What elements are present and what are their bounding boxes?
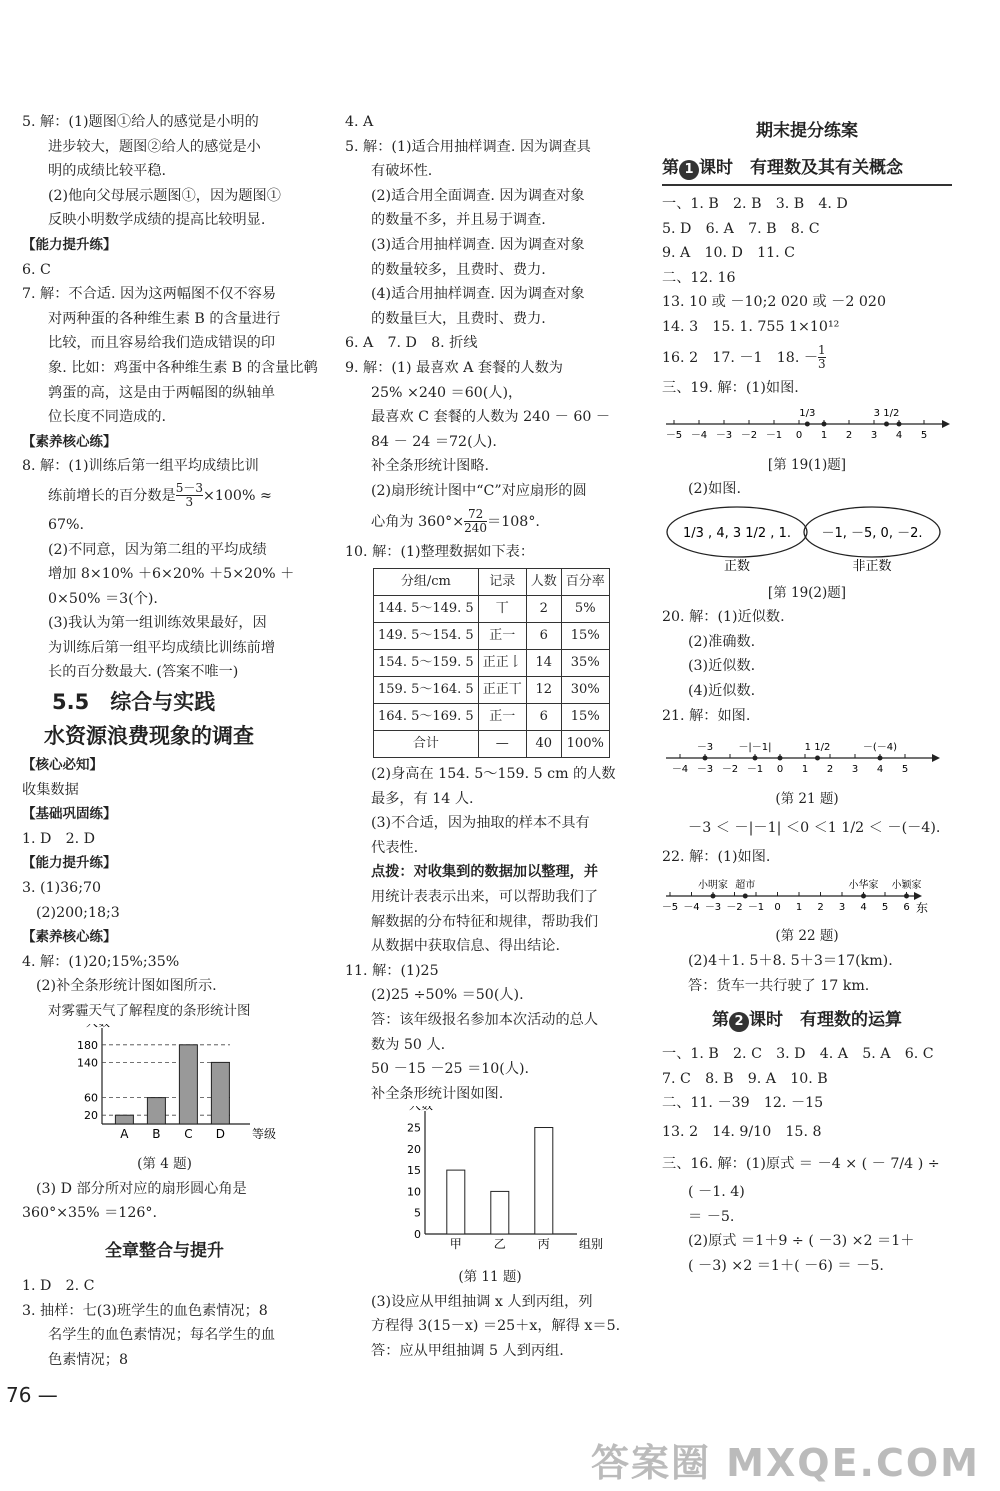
table-cell: 154. 5～159. 5 bbox=[374, 650, 479, 677]
tick-label: 5 bbox=[920, 430, 928, 442]
tick-label: －1 bbox=[765, 430, 783, 442]
watermark-logo: 答案圈 MXQE.COM bbox=[590, 1441, 980, 1485]
tick-label: 6 bbox=[903, 901, 910, 913]
x-tick-label: D bbox=[215, 1126, 226, 1141]
point-marker bbox=[897, 422, 902, 427]
column-left bbox=[22, 110, 318, 1372]
table-cell: 12 bbox=[526, 677, 561, 704]
text-line: 1. D 2. C bbox=[22, 1277, 95, 1294]
tick-label: －4 bbox=[690, 430, 708, 442]
table-cell: 100% bbox=[561, 731, 609, 758]
lesson-title: 课时 有理数及其有关概念 bbox=[699, 158, 903, 178]
text-line: 收集数据 bbox=[22, 781, 79, 798]
text-line: 11. 解：(1)25 bbox=[345, 962, 439, 979]
table-header: 记录 bbox=[478, 569, 526, 596]
section-title: 5.5 综合与实践 bbox=[52, 690, 216, 715]
y-tick-label: 140 bbox=[77, 1055, 98, 1069]
section-label: 【能力提升练】 bbox=[22, 855, 117, 872]
table-cell: 14 bbox=[526, 650, 561, 677]
tick-label: 3 bbox=[870, 430, 878, 442]
x-tick-label: C bbox=[184, 1126, 193, 1141]
y-tick-label: 10 bbox=[407, 1185, 421, 1199]
chart-title: 对雾霾天气了解程度的条形统计图 bbox=[48, 1003, 251, 1019]
text-line: (2)准确数. bbox=[688, 633, 756, 650]
text-line: 三、19. 解：(1)如图. bbox=[662, 379, 799, 396]
table-cell: 164. 5～169. 5 bbox=[374, 704, 479, 731]
text-line: 象. 比如：鸡蛋中各种维生素 B 的含量比鹌 bbox=[48, 359, 318, 376]
figure-caption: (第 22 题) bbox=[775, 928, 839, 945]
positive-set-members: 1/3 , 4, 3 1/2 , 1. bbox=[683, 525, 791, 541]
point-marker bbox=[861, 893, 866, 898]
table-row bbox=[374, 677, 610, 704]
number-line-q21 bbox=[662, 728, 952, 778]
text-line: 从数据中获取信息、得出结论. bbox=[371, 938, 560, 955]
denominator: 240 bbox=[464, 521, 488, 535]
tick-label: 0 bbox=[776, 764, 784, 776]
y-tick-label: 25 bbox=[407, 1121, 421, 1135]
text-span: 心角为 360°× bbox=[371, 513, 465, 530]
figure-caption: (第 4 题) bbox=[137, 1156, 192, 1173]
text-line: (2)身高在 154. 5～159. 5 cm 的人数 bbox=[371, 766, 616, 783]
text-line: 9. 解：(1) 最喜欢 A 套餐的人数为 bbox=[345, 359, 563, 376]
text-line: (3)我认为第一组训练效果最好，因 bbox=[48, 615, 267, 632]
text-line: ( －3) ×2 ＝1＋( －6) ＝ －5. bbox=[688, 1257, 884, 1274]
text-line: 为训练后第一组平均成绩比训练前增 bbox=[48, 639, 276, 656]
table-cell: 30% bbox=[561, 677, 609, 704]
text-line: 二、11. －39 12. －15 bbox=[662, 1095, 824, 1112]
table-header: 分组/cm bbox=[374, 569, 479, 596]
tick-label: －1 bbox=[747, 901, 765, 913]
lesson-number-badge: 2 bbox=[729, 1012, 749, 1032]
point-label: 1 1/2 bbox=[804, 742, 831, 754]
table-cell: 正正𠄌 bbox=[478, 650, 526, 677]
section-label: 【素养核心练】 bbox=[22, 929, 117, 946]
text-line: 21. 解：如图. bbox=[662, 707, 751, 724]
tick-label: 4 bbox=[876, 764, 884, 776]
point-marker bbox=[753, 756, 758, 761]
tick-label: 4 bbox=[860, 901, 867, 913]
tick-label: 2 bbox=[817, 901, 824, 913]
table-header-row bbox=[374, 569, 610, 596]
text-line: 鹑蛋的高，这是由于两幅图的纵轴单 bbox=[48, 384, 276, 401]
tick-label: －4 bbox=[671, 764, 689, 776]
text-line: (2)200;18;3 bbox=[36, 904, 120, 921]
text-line: (3)不合适，因为抽取的样本不具有 bbox=[371, 815, 590, 832]
lesson-heading bbox=[662, 1004, 952, 1036]
text-line: 增加 8×10% ＋6×20% ＋5×20% ＋ bbox=[48, 566, 295, 583]
bar-A bbox=[115, 1115, 133, 1124]
text-line: 13. 2 14. 9/10 15. 8 bbox=[662, 1124, 822, 1141]
text-line: 一、1. B 2. B 3. B 4. D bbox=[662, 196, 848, 212]
text-line: 84 － 24 ＝72(人). bbox=[371, 433, 497, 450]
bar-D bbox=[211, 1062, 229, 1124]
text-line: 的数量巨大，且费时、费力. bbox=[371, 310, 546, 327]
arrow-icon bbox=[914, 892, 922, 900]
arrow-icon bbox=[942, 420, 950, 428]
text-line: 用统计表表示出来，可以帮助我们了 bbox=[371, 889, 599, 906]
denominator: 3 bbox=[185, 495, 194, 510]
text-line: 最喜欢 C 套餐的人数为 240 － 60 － bbox=[371, 409, 611, 426]
text-line: 7. 解：不合适. 因为这两幅图不仅不容易 bbox=[22, 286, 277, 303]
text-span: 练前增长的百分数是 bbox=[48, 487, 176, 504]
section-label: 【素养核心练】 bbox=[22, 433, 117, 450]
positive-set-label: 正数 bbox=[723, 558, 751, 572]
y-tick-label: 180 bbox=[77, 1038, 98, 1052]
text-line: 一、1. B 2. C 3. D 4. A 5. A 6. C bbox=[662, 1046, 934, 1063]
point-marker bbox=[884, 422, 889, 427]
x-axis-label: 等级 bbox=[252, 1126, 277, 1141]
table-row bbox=[374, 704, 610, 731]
text-line: (3)近似数. bbox=[688, 658, 756, 675]
point-marker bbox=[711, 893, 716, 898]
bar-甲 bbox=[447, 1171, 465, 1235]
table-cell: 6 bbox=[526, 704, 561, 731]
text-line: 方程得 3(15－x) ＝25＋x，解得 x＝5. bbox=[371, 1318, 621, 1335]
figure-caption: (第 11 题) bbox=[458, 1269, 522, 1285]
text-line: 进步较大，题图②给人的感觉是小 bbox=[48, 138, 261, 155]
direction-label: 东 bbox=[916, 900, 929, 915]
point-label: 小明家 bbox=[698, 879, 728, 891]
text-line: 4. 解：(1)20;15%;35% bbox=[22, 953, 180, 970]
text-line: (2)25 ÷50% ＝50(人). bbox=[371, 987, 524, 1004]
x-tick-label: 乙 bbox=[493, 1237, 506, 1252]
text-line: 色素情况；8 bbox=[48, 1351, 128, 1368]
lesson-title: 课时 有理数的运算 bbox=[749, 1010, 902, 1031]
tick-label: 2 bbox=[845, 430, 853, 442]
table-cell: 正一 bbox=[478, 704, 526, 731]
section-subtitle: 水资源浪费现象的调查 bbox=[44, 724, 254, 749]
text-line: 3. 抽样：七(3)班学生的血色素情况；8 bbox=[22, 1302, 268, 1319]
table-row bbox=[374, 623, 610, 650]
tick-label: 5 bbox=[901, 764, 909, 776]
text-line: (4)适合用抽样调查. 因为调查对象 bbox=[371, 286, 585, 303]
denominator: 3 bbox=[818, 357, 826, 372]
section-title: 全章整合与提升 bbox=[105, 1240, 224, 1261]
point-marker bbox=[904, 893, 909, 898]
text-line: 三、16. 解：(1)原式 ＝ －4 × ( － 7/4 ) ÷ bbox=[662, 1156, 940, 1173]
text-line: 比较，而且容易给我们造成错误的印 bbox=[48, 335, 276, 352]
point-marker bbox=[822, 422, 827, 427]
table-cell: 2 bbox=[526, 596, 561, 623]
text-line: 3. (1)36;70 bbox=[22, 880, 102, 897]
text-line: (2)他向父母展示题图①，因为题图① bbox=[48, 187, 281, 204]
nonpositive-set-members: －1, －5, 0, －2. bbox=[821, 525, 923, 541]
table-cell: 159. 5～164. 5 bbox=[374, 677, 479, 704]
text-line: 明的成绩比较平稳. bbox=[48, 163, 167, 180]
tick-label: －2 bbox=[721, 764, 739, 776]
text-line: ( －1. 4) bbox=[688, 1184, 745, 1201]
text-line: 答：货车一共行驶了 17 km. bbox=[688, 977, 870, 994]
point-label: 小颖家 bbox=[891, 879, 922, 891]
tick-label: －4 bbox=[683, 901, 700, 913]
text-line: 有破坏性. bbox=[371, 163, 433, 180]
text-line: 5. 解：(1)适合用抽样调查. 因为调查具 bbox=[345, 138, 591, 155]
text-line: 反映小明数学成绩的提高比较明显. bbox=[48, 212, 266, 229]
table-cell: 15% bbox=[561, 623, 609, 650]
x-tick-label: 甲 bbox=[449, 1237, 462, 1252]
y-tick-label: 0 bbox=[414, 1228, 421, 1242]
text-line: 解数据的分布特征和规律，帮助我们 bbox=[371, 913, 599, 930]
x-axis-label: 组别 bbox=[579, 1237, 604, 1252]
table-cell: — bbox=[478, 731, 526, 758]
point-label: 小华家 bbox=[848, 879, 879, 891]
text-line: 的数量不多，并且易于调查. bbox=[371, 212, 546, 229]
section-label: 【核心必知】 bbox=[22, 757, 103, 774]
text-span: ＝108°. bbox=[487, 513, 540, 530]
y-tick-label: 5 bbox=[414, 1207, 421, 1221]
table-cell: 正一 bbox=[478, 623, 526, 650]
tick-label: 3 bbox=[851, 764, 859, 776]
tick-label: 3 bbox=[838, 901, 846, 913]
tick-label: －5 bbox=[665, 430, 683, 442]
text-line bbox=[22, 479, 307, 513]
point-marker bbox=[743, 893, 748, 898]
lesson-prefix: 第 bbox=[712, 1010, 729, 1031]
number-line-q19 bbox=[662, 400, 952, 444]
table-cell: 丅 bbox=[478, 596, 526, 623]
text-line: 20. 解：(1)近似数. bbox=[662, 609, 785, 626]
text-line: (2)扇形统计图中“C”对应扇形的圆 bbox=[371, 482, 587, 499]
section-label: 【基础巩固练】 bbox=[22, 806, 117, 823]
point-marker bbox=[815, 756, 820, 761]
y-axis-label bbox=[409, 1106, 433, 1112]
figure-caption: [第 19(1)题] bbox=[767, 456, 847, 473]
point-label: －(－4) bbox=[862, 742, 898, 754]
text-line bbox=[662, 340, 952, 376]
point-label: 超市 bbox=[735, 879, 756, 891]
lesson-heading bbox=[662, 152, 952, 186]
tick-label: 4 bbox=[895, 430, 903, 442]
bar-C bbox=[179, 1044, 197, 1123]
section-label: 【能力提升练】 bbox=[22, 236, 117, 253]
text-line: 0×50% ＝3(个). bbox=[48, 590, 158, 607]
text-line: 4. A bbox=[345, 114, 374, 130]
text-line: 位长度不同造成的. bbox=[48, 409, 167, 426]
tick-label: －5 bbox=[662, 901, 679, 913]
text-line: 最多，有 14 人. bbox=[371, 790, 474, 807]
text-line: 8. 解：(1)训练后第一组平均成绩比训 bbox=[22, 458, 259, 475]
table-header: 百分率 bbox=[561, 569, 609, 596]
table-cell: 正正丅 bbox=[478, 677, 526, 704]
text-line: 14. 3 15. 1. 755 1×10¹² bbox=[662, 318, 840, 335]
tick-label: 0 bbox=[774, 901, 781, 913]
x-tick-label: 丙 bbox=[537, 1237, 550, 1252]
table-row bbox=[374, 596, 610, 623]
tick-label: 1 bbox=[801, 764, 809, 776]
column-right bbox=[662, 110, 952, 1278]
text-line: 对两种蛋的各种维生素 B 的含量进行 bbox=[48, 310, 281, 327]
text-line: (2)不同意，因为第二组的平均成绩 bbox=[48, 541, 267, 558]
text-line: (4)近似数. bbox=[688, 682, 756, 699]
tick-label: －3 bbox=[704, 901, 722, 913]
numerator: 1 bbox=[818, 343, 826, 358]
column-middle bbox=[345, 110, 635, 1363]
text-line: ＝ －5. bbox=[688, 1208, 735, 1225]
table-cell: 35% bbox=[561, 650, 609, 677]
tick-label: －1 bbox=[746, 764, 764, 776]
text-line: 代表性. bbox=[371, 839, 419, 856]
text-line: 13. 10 或 －10;2 020 或 －2 020 bbox=[662, 294, 886, 311]
point-marker bbox=[878, 756, 883, 761]
tick-label: －3 bbox=[696, 764, 714, 776]
bar-乙 bbox=[491, 1192, 509, 1235]
text-span: ×100% ≈ bbox=[202, 487, 272, 504]
frequency-table bbox=[373, 568, 610, 758]
table-cell: 40 bbox=[526, 731, 561, 758]
table-cell: 6 bbox=[526, 623, 561, 650]
table-cell: 149. 5～154. 5 bbox=[374, 623, 479, 650]
text-line: 数为 50 人. bbox=[371, 1036, 446, 1053]
bar-chart-q11 bbox=[345, 1106, 605, 1256]
tick-label: －2 bbox=[740, 430, 758, 442]
numerator: 5－3 bbox=[175, 481, 203, 496]
table-cell: 合计 bbox=[374, 731, 479, 758]
figure-caption: (第 21 题) bbox=[775, 790, 839, 807]
x-tick-label: B bbox=[152, 1126, 161, 1141]
figure-caption: [第 19(2)题] bbox=[767, 584, 847, 601]
number-line-q22 bbox=[662, 870, 952, 916]
tick-label: －3 bbox=[715, 430, 733, 442]
text-line: 22. 解：(1)如图. bbox=[662, 849, 771, 866]
text-line: 360°×35% ＝126°. bbox=[22, 1205, 157, 1222]
text-line: (2)4＋1. 5＋8. 5＋3＝17(km). bbox=[688, 953, 893, 970]
tick-label: 0 bbox=[795, 430, 803, 442]
text-line: 点拨：对收集到的数据加以整理，并 bbox=[371, 864, 599, 881]
table-header: 人数 bbox=[526, 569, 561, 596]
text-span: 16. 2 17. －1 18. － bbox=[662, 349, 819, 366]
text-line: 10. 解：(1)整理数据如下表： bbox=[345, 543, 535, 560]
page-number: 76 — bbox=[6, 1383, 58, 1407]
section-title: 期末提分练案 bbox=[756, 121, 858, 141]
text-line: －3 ＜ －|－1| ＜0 ＜1 1/2 ＜ －(－4). bbox=[688, 820, 941, 837]
text-line: 答：应从甲组抽调 5 人到丙组. bbox=[371, 1342, 564, 1359]
text-line: (2)补全条形统计图如图所示. bbox=[36, 978, 217, 995]
point-label: 3 1/2 bbox=[873, 408, 900, 420]
x-tick-label: A bbox=[120, 1126, 129, 1141]
tick-label: －2 bbox=[726, 901, 743, 913]
text-line: 5. 解：(1)题图①给人的感觉是小明的 bbox=[22, 114, 259, 130]
text-line: 答：该年级报名参加本次活动的总人 bbox=[371, 1012, 599, 1029]
text-line: 25% ×240 ＝60(人)， bbox=[371, 384, 523, 401]
text-line: (3) D 部分所对应的扇形圆心角是 bbox=[36, 1180, 247, 1197]
text-line: 名学生的血色素情况；每名学生的血 bbox=[48, 1327, 276, 1344]
tick-label: 1 bbox=[820, 430, 828, 442]
text-line: 5. D 6. A 7. B 8. C bbox=[662, 220, 820, 237]
text-line: 二、12. 16 bbox=[662, 269, 736, 286]
text-line: 6. C bbox=[22, 261, 51, 278]
text-line: (3)设应从甲组抽调 x 人到丙组，列 bbox=[371, 1293, 593, 1310]
bar-B bbox=[147, 1097, 165, 1123]
fraction bbox=[818, 344, 826, 371]
text-line: (2)如图. bbox=[688, 481, 741, 498]
y-tick-label: 60 bbox=[84, 1091, 98, 1105]
text-line: (2)原式 ＝1＋9 ÷ ( －3) ×2 ＝1＋ bbox=[688, 1233, 915, 1250]
point-label: －|－1| bbox=[738, 742, 772, 754]
text-line: 补全条形统计图略. bbox=[371, 458, 490, 475]
table-row bbox=[374, 731, 610, 758]
y-tick-label: 15 bbox=[407, 1164, 421, 1178]
text-line: 补全条形统计图如图. bbox=[371, 1085, 504, 1102]
fraction bbox=[176, 482, 203, 509]
tick-label: 2 bbox=[826, 764, 834, 776]
arrow-icon bbox=[932, 754, 940, 762]
tick-label: 5 bbox=[881, 901, 889, 913]
text-line: 长的百分数最大. (答案不唯一) bbox=[48, 664, 239, 681]
numerator: 72 bbox=[464, 508, 487, 522]
table-cell: 5% bbox=[561, 596, 609, 623]
text-line: 6. A 7. D 8. 折线 bbox=[345, 335, 478, 352]
bar-丙 bbox=[535, 1128, 553, 1234]
text-line: 50 －15 －25 ＝10(人). bbox=[371, 1061, 530, 1078]
fraction bbox=[464, 508, 487, 535]
tick-label: 1 bbox=[795, 901, 803, 913]
nonpositive-set-label: 非正数 bbox=[852, 558, 892, 572]
text-line: 9. A 10. D 11. C bbox=[662, 245, 796, 262]
text-line: 67%. bbox=[48, 516, 85, 533]
bar-chart-q4 bbox=[22, 1024, 282, 1144]
table-cell: 15% bbox=[561, 704, 609, 731]
y-tick-label: 20 bbox=[407, 1143, 421, 1157]
point-label: －3 bbox=[696, 742, 714, 754]
text-line: (3)适合用抽样调查. 因为调查对象 bbox=[371, 236, 585, 253]
text-line: 的数量较多，且费时、费力. bbox=[371, 261, 546, 278]
text-line: (2)适合用全面调查. 因为调查对象 bbox=[371, 187, 585, 204]
lesson-number-badge: 1 bbox=[679, 160, 699, 180]
table-row bbox=[374, 650, 610, 677]
lesson-prefix: 第 bbox=[662, 158, 679, 178]
y-axis-label bbox=[86, 1024, 110, 1029]
table-cell: 144. 5～149. 5 bbox=[374, 596, 479, 623]
point-label: 1/3 bbox=[799, 408, 816, 420]
point-marker bbox=[805, 422, 810, 427]
set-diagram bbox=[662, 502, 952, 572]
text-line: 1. D 2. D bbox=[22, 830, 96, 847]
point-marker bbox=[703, 756, 708, 761]
text-line bbox=[345, 504, 635, 540]
point-marker bbox=[778, 756, 783, 761]
y-tick-label: 20 bbox=[84, 1108, 98, 1122]
text-line: 7. C 8. B 9. A 10. B bbox=[662, 1070, 828, 1087]
